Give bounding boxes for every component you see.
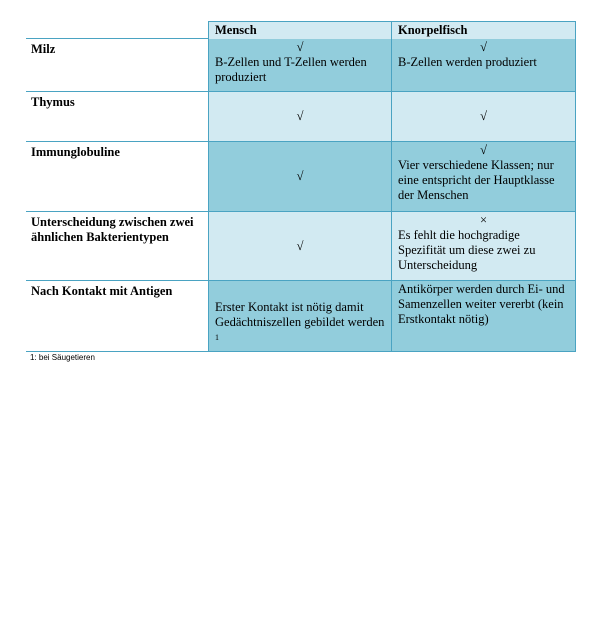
check-mark: √ — [480, 143, 487, 157]
table-row-thymus — [26, 91, 576, 141]
table-row-nach-kontakt — [26, 280, 576, 352]
cell-knorpelfisch — [391, 281, 576, 351]
check-mark: √ — [296, 40, 304, 54]
check-mark: √ — [296, 169, 304, 183]
cell-text: Vier verschiedene Klassen; nur eine entspricht der Hauptklasse der Menschen — [398, 158, 555, 202]
table-row-unterscheidung — [26, 211, 576, 280]
cell-text — [215, 300, 385, 349]
row-label: Unterscheidung zwischen zwei ähnlichen Bakterientypen — [26, 212, 208, 280]
check-mark: √ — [296, 109, 304, 123]
footnote: 1: bei Säugetieren — [30, 353, 95, 362]
cell-mensch — [208, 142, 391, 211]
cell-knorpelfisch — [391, 92, 576, 141]
row-label: Nach Kontakt mit Antigen — [26, 281, 208, 351]
cell-text: Es fehlt die hochgradige Spezifität um diese zwei zu Unterscheidung — [398, 228, 536, 272]
cell-mensch — [208, 92, 391, 141]
cell-text-main: Erster Kontakt ist nötig damit Gedächtniszellen gebildet werden — [215, 299, 385, 329]
row-label: Immunglobuline — [26, 142, 208, 211]
cross-mark: × — [479, 213, 488, 227]
table-header — [26, 21, 576, 39]
row-label: Thymus — [26, 92, 208, 141]
row-label: Milz — [26, 39, 208, 91]
check-mark: √ — [296, 238, 304, 253]
cell-mensch — [208, 281, 391, 351]
cell-mensch — [208, 39, 391, 91]
check-mark: √ — [480, 109, 487, 123]
table-row-immunglobuline — [26, 141, 576, 211]
comparison-table — [26, 21, 576, 352]
cell-text: B-Zellen und T-Zellen werden produziert — [215, 55, 367, 84]
table-row-milz — [26, 39, 576, 91]
cell-text: B-Zellen werden produziert — [398, 55, 537, 69]
cell-knorpelfisch — [391, 212, 576, 280]
cell-knorpelfisch — [391, 142, 576, 211]
footnote-ref: 1 — [215, 332, 219, 342]
header-empty-cell — [26, 21, 208, 39]
cell-text: Antikörper werden durch Ei- und Samenzellen weiter vererbt (kein Erstkontakt nötig) — [398, 282, 565, 326]
header-mensch: Mensch — [208, 21, 391, 39]
header-knorpelfisch: Knorpelfisch — [391, 21, 576, 39]
cell-knorpelfisch — [391, 39, 576, 91]
check-mark: √ — [480, 40, 487, 54]
cell-mensch — [208, 212, 391, 280]
